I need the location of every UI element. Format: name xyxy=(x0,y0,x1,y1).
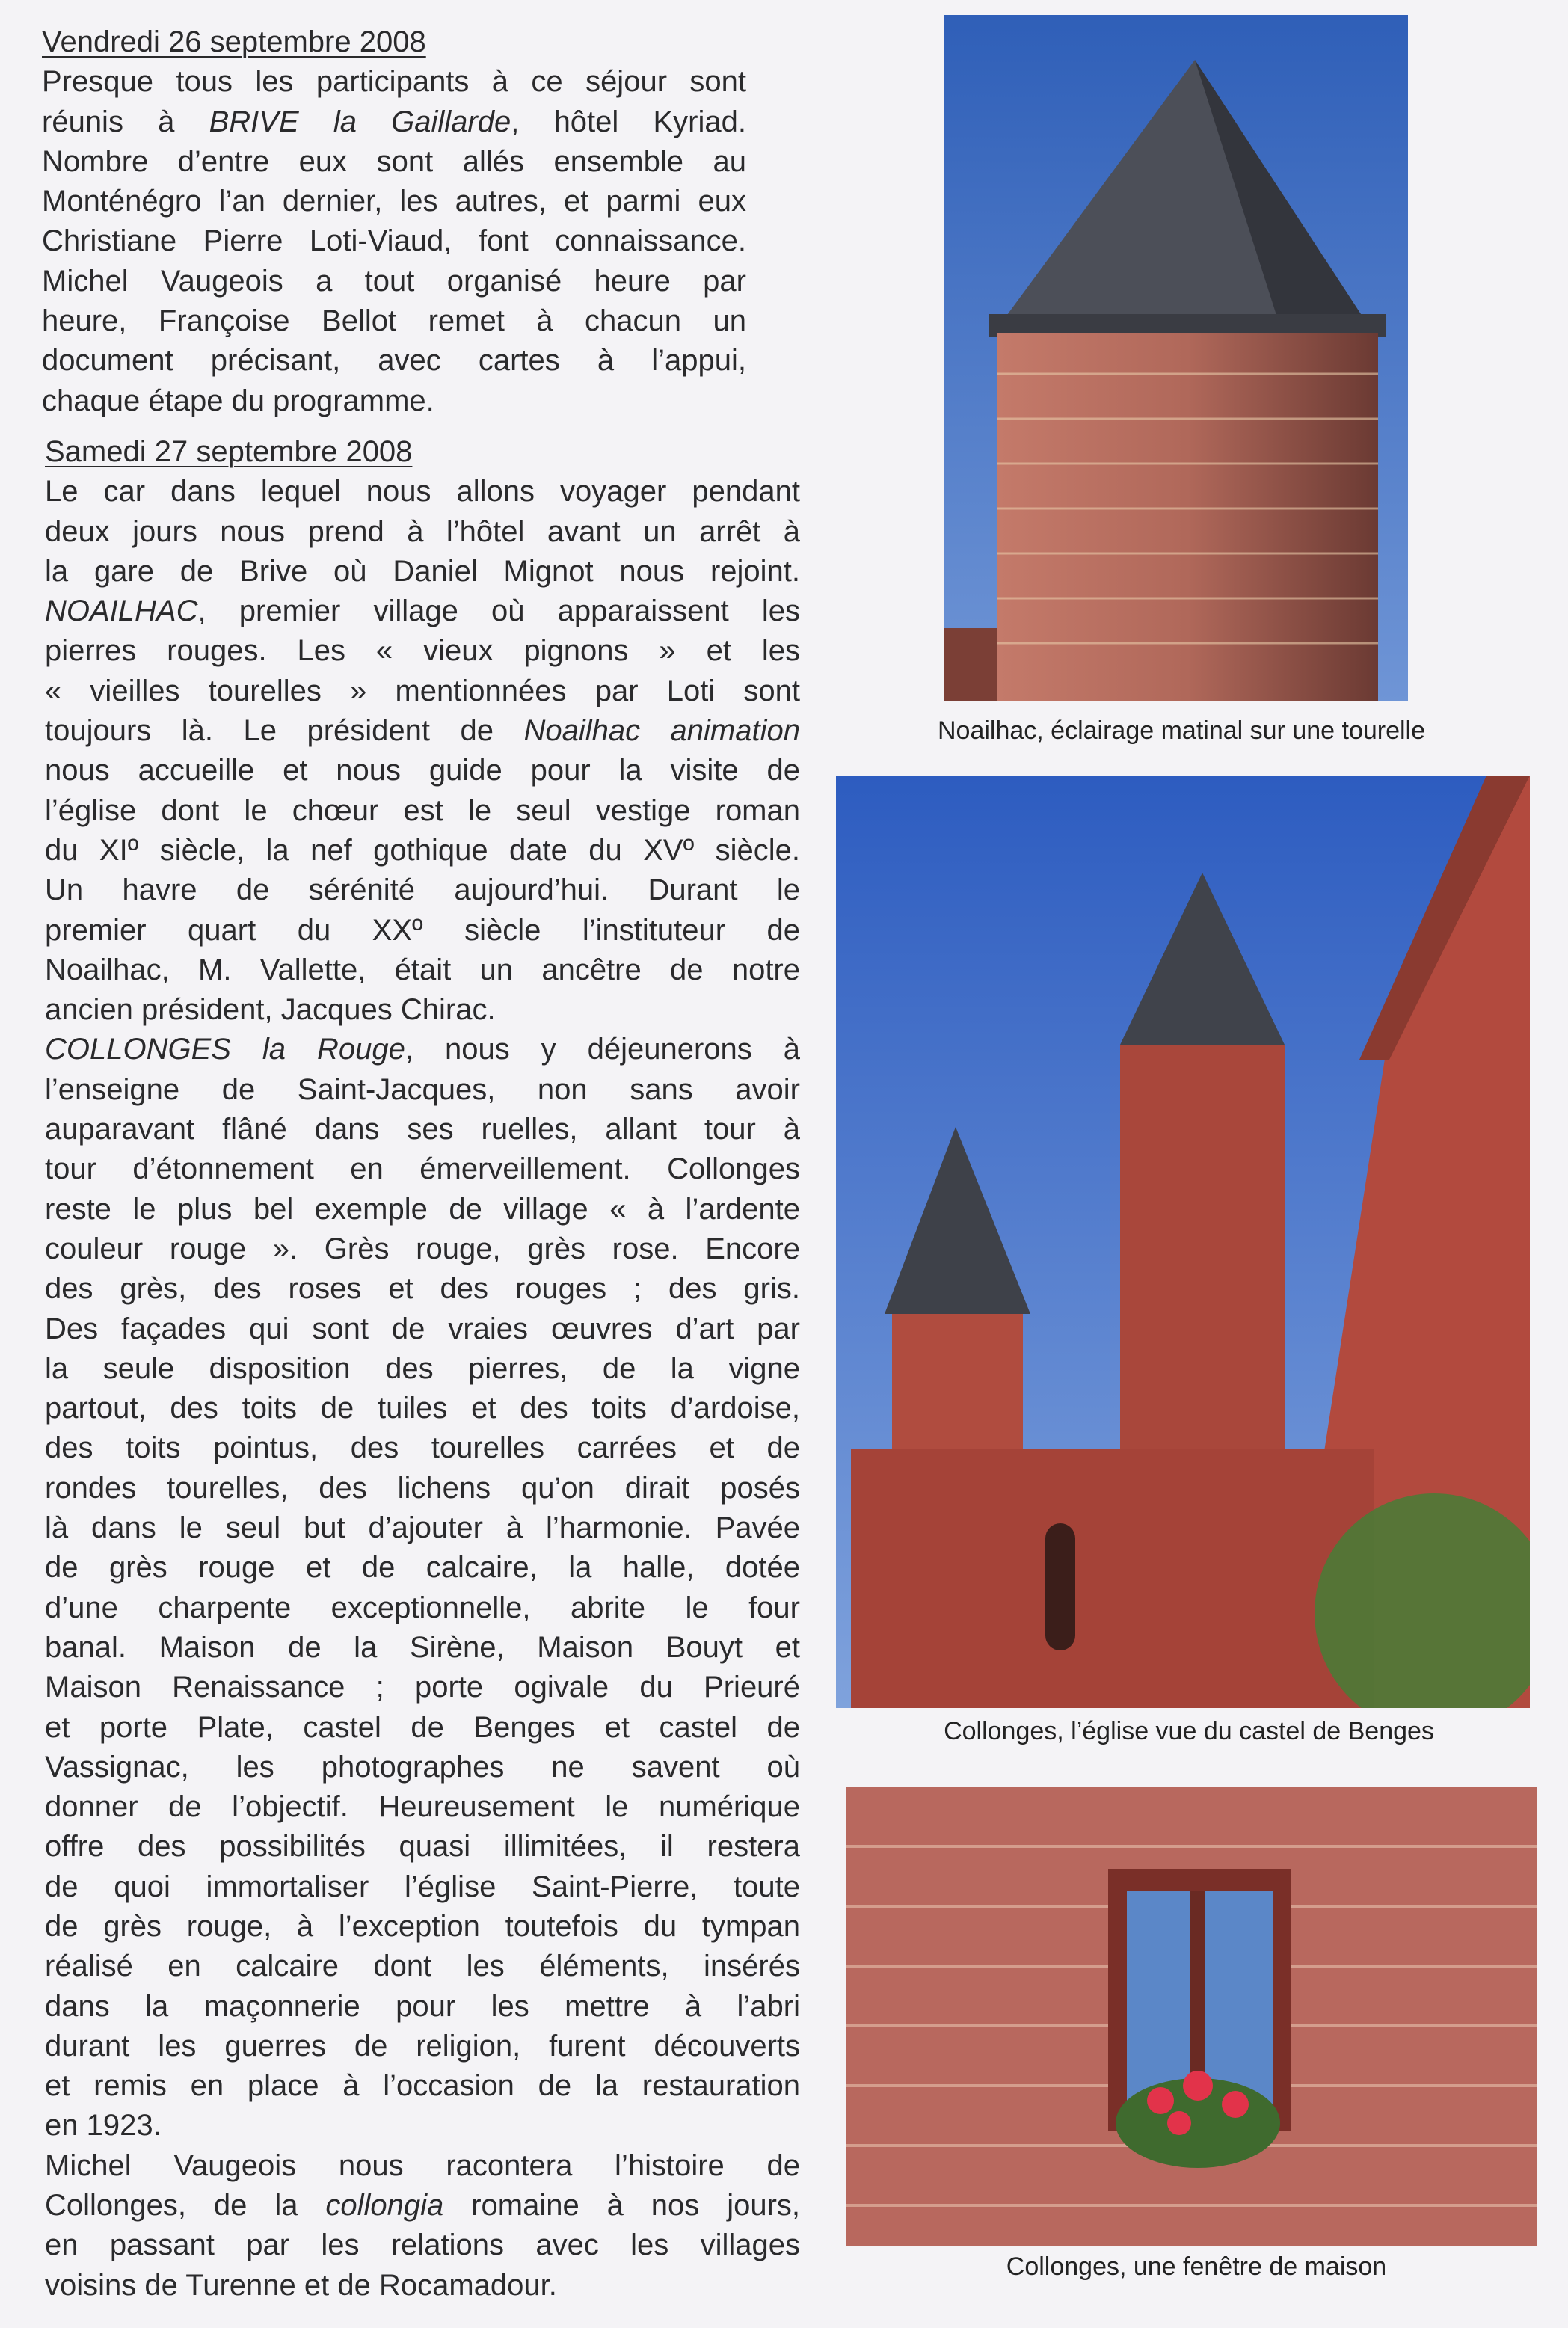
text-line: en passant par les relations avec les villages xyxy=(45,2229,800,2262)
text-line: partout, des toits de tuiles et des toits d’ardoise, xyxy=(45,1392,800,1425)
section-heading: Samedi 27 septembre 2008 xyxy=(45,435,413,468)
photo-collonges-window xyxy=(846,1787,1537,2246)
text-line: chaque étape du programme. xyxy=(42,384,434,417)
text-line: tour d’étonnement en émerveillement. Collonges xyxy=(45,1152,800,1186)
text-line: heure, Françoise Bellot remet à chacun un xyxy=(42,304,746,338)
text-line: là dans le seul but d’ajouter à l’harmonie. Pavée xyxy=(45,1511,800,1545)
text-line: Christiane Pierre Loti-Viaud, font connaissance. xyxy=(42,224,746,258)
text-line: COLLONGES la Rouge, nous y déjeunerons à xyxy=(45,1033,800,1066)
figure-caption: Noailhac, éclairage matinal sur une tourelle xyxy=(937,716,1426,745)
text-line: en 1923. xyxy=(45,2109,162,2143)
text-line: l’enseigne de Saint-Jacques, non sans avoir xyxy=(45,1072,800,1106)
text-line: la seule disposition des pierres, de la vigne xyxy=(45,1351,800,1385)
text-line: Un havre de sérénité aujourd’hui. Durant le xyxy=(45,873,800,907)
figure-caption: Collonges, l’église vue du castel de Benges xyxy=(944,1717,1434,1745)
text-line: réunis à BRIVE la Gaillarde, hôtel Kyriad. xyxy=(42,105,746,138)
text-line: offre des possibilités quasi illimitées, il restera xyxy=(45,1830,800,1864)
text-line: couleur rouge ». Grès rouge, grès rose. Encore xyxy=(45,1232,800,1265)
text-line: Maison Renaissance ; porte ogivale du Prieuré xyxy=(45,1671,800,1704)
text-line: de grès rouge et de calcaire, la halle, dotée xyxy=(45,1551,800,1585)
text-line: rondes tourelles, des lichens qu’on dirait posés xyxy=(45,1471,800,1505)
text-line: Collonges, de la collongia romaine à nos jours, xyxy=(45,2189,801,2223)
text-line: Nombre d’entre eux sont allés ensemble au xyxy=(42,144,746,178)
section-body xyxy=(45,472,800,2306)
section-heading: Vendredi 26 septembre 2008 xyxy=(42,25,426,58)
text-line: des grès, des roses et des rouges ; des gris. xyxy=(45,1272,800,1306)
text-line: Le car dans lequel nous allons voyager pendant xyxy=(45,475,800,509)
text-line: « vieilles tourelles » mentionnées par Loti sont xyxy=(45,674,800,707)
text-line: Noailhac, M. Vallette, était un ancêtre de notre xyxy=(45,953,800,986)
text-line: réalisé en calcaire dont les éléments, insérés xyxy=(45,1950,800,1983)
text-line: reste le plus bel exemple de village « à l’ardente xyxy=(45,1192,800,1226)
text-line: Monténégro l’an dernier, les autres, et parmi eux xyxy=(42,185,746,218)
text-line: Michel Vaugeois nous racontera l’histoire de xyxy=(45,2149,800,2182)
text-line: d’une charpente exceptionnelle, abrite le four xyxy=(45,1591,800,1624)
text-line: premier quart du XXº siècle l’instituteur de xyxy=(45,913,800,947)
text-line: des toits pointus, des tourelles carrées et de xyxy=(45,1431,800,1465)
text-line: document précisant, avec cartes à l’appui, xyxy=(42,344,746,378)
text-line: Vassignac, les photographes ne savent où xyxy=(45,1750,800,1784)
text-line: de quoi immortaliser l’église Saint-Pierre, toute xyxy=(45,1870,800,1903)
figure-caption: Collonges, une fenêtre de maison xyxy=(1006,2252,1387,2281)
text-line: banal. Maison de la Sirène, Maison Bouyt et xyxy=(45,1630,800,1664)
text-line: Des façades qui sont de vraies œuvres d’art par xyxy=(45,1312,800,1345)
text-line: toujours là. Le président de Noailhac animation xyxy=(45,714,800,748)
text-line: et remis en place à l’occasion de la restauration xyxy=(45,2069,800,2103)
text-line: NOAILHAC, premier village où apparaissent les xyxy=(45,595,800,628)
text-line: auparavant flâné dans ses ruelles, allant tour à xyxy=(45,1113,800,1146)
section-body xyxy=(42,62,746,421)
text-line: et porte Plate, castel de Benges et castel de xyxy=(45,1710,800,1744)
text-line: de grès rouge, à l’exception toutefois du tympan xyxy=(45,1909,800,1943)
text-line: nous accueille et nous guide pour la visite de xyxy=(45,754,800,787)
text-line: Michel Vaugeois a tout organisé heure par xyxy=(42,264,746,298)
text-line: ancien président, Jacques Chirac. xyxy=(45,993,496,1027)
text-line: voisins de Turenne et de Rocamadour. xyxy=(45,2268,557,2302)
photo-collonges-church xyxy=(836,776,1530,1708)
text-line: la gare de Brive où Daniel Mignot nous rejoint. xyxy=(45,554,800,588)
text-line: deux jours nous prend à l’hôtel avant un arrêt à xyxy=(45,515,800,548)
photo-noailhac-tower xyxy=(944,15,1408,701)
text-line: du XIº siècle, la nef gothique date du XVº siècle. xyxy=(45,833,800,867)
text-line: durant les guerres de religion, furent découverts xyxy=(45,2029,800,2063)
section-friday xyxy=(42,22,746,421)
text-line: donner de l’objectif. Heureusement le numérique xyxy=(45,1790,800,1824)
text-line: l’église dont le chœur est le seul vestige roman xyxy=(45,793,800,827)
text-line: Presque tous les participants à ce séjour sont xyxy=(42,65,746,99)
text-line: pierres rouges. Les « vieux pignons » et les xyxy=(45,634,800,668)
text-line: dans la maçonnerie pour les mettre à l’abri xyxy=(45,1989,800,2023)
section-saturday xyxy=(45,432,800,2306)
